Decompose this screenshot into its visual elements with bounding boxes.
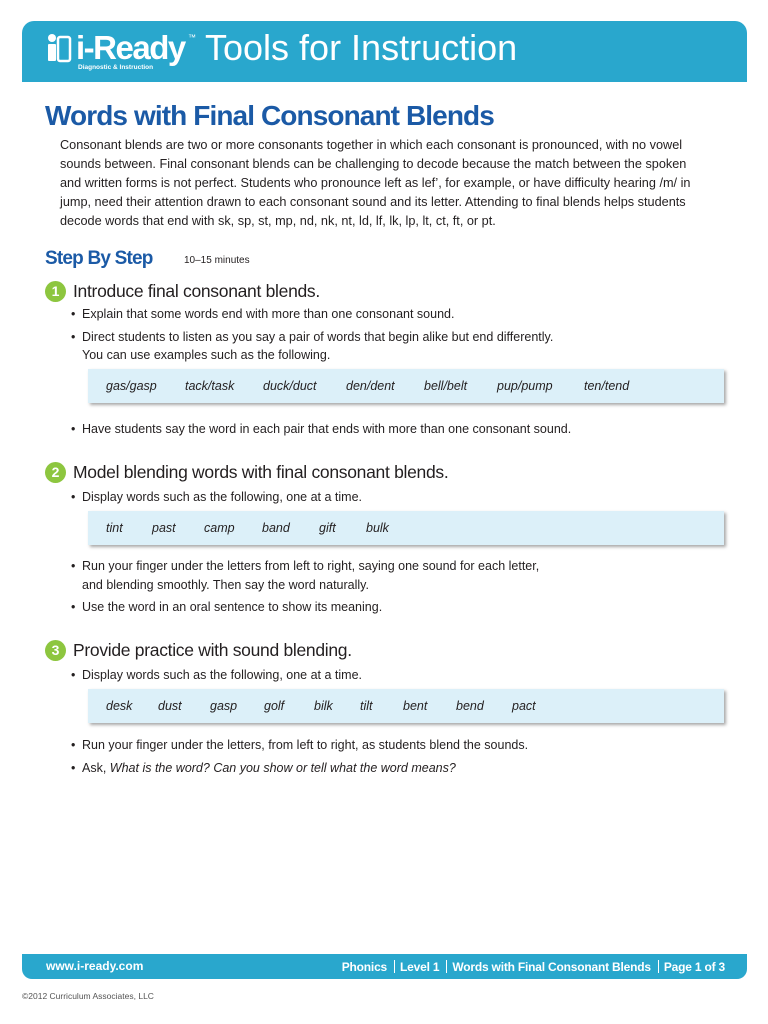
step-2-number: 2 <box>45 462 66 483</box>
bullet-item: • Direct students to listen as you say a pair of words that begin alike but end differently. You can use examples such as the following. <box>71 328 631 365</box>
header-title: Tools for Instruction <box>205 27 518 68</box>
example-word: bilk <box>314 699 333 713</box>
intro-line: sounds between. Final consonant blends can be challenging to decode because the match between the spoken <box>60 156 687 171</box>
step-3-bullets-after <box>71 736 631 781</box>
example-word: bell/belt <box>424 379 468 393</box>
example-word: desk <box>106 699 133 713</box>
footer-info <box>342 954 725 980</box>
step-1-bullets <box>71 305 631 369</box>
logo-text: i-Ready <box>76 29 185 66</box>
footer-url-link[interactable]: www.i-ready.com <box>46 959 144 973</box>
example-word: pup/pump <box>497 379 553 393</box>
step-by-step-time: 10–15 minutes <box>184 255 250 266</box>
step-3-title: Provide practice with sound blending. <box>73 640 352 660</box>
step-1-title: Introduce final consonant blends. <box>73 281 320 301</box>
intro-line: and written forms is not perfect. Students who pronounce left as lef’, for example, or have difficulty hearing /m/ in <box>60 175 691 190</box>
bullet-item: • Display words such as the following, one at a time. <box>71 488 631 507</box>
example-word: pact <box>512 699 536 713</box>
step-1-number: 1 <box>45 281 66 302</box>
example-word: tint <box>106 521 123 535</box>
example-word: ten/tend <box>584 379 630 393</box>
step-2-bullets-after <box>71 557 631 621</box>
bullet-item: • Display words such as the following, one at a time. <box>71 666 631 685</box>
bullet-item: • Use the word in an oral sentence to show its meaning. <box>71 598 631 617</box>
logo-trademark: ™ <box>188 33 196 42</box>
intro-line: decode words that end with sk, sp, st, mp, nd, nk, nt, ld, lf, lk, lp, lt, ct, ft, or pt. <box>60 213 496 228</box>
bullet-item: • Explain that some words end with more than one consonant sound. <box>71 305 631 324</box>
example-word: past <box>152 521 176 535</box>
bullet-item: • Run your finger under the letters, from left to right, as students blend the sounds. <box>71 736 631 755</box>
example-word: camp <box>204 521 235 535</box>
footer-topic: Words with Final Consonant Blends <box>452 960 651 974</box>
page-title: Words with Final Consonant Blends <box>45 100 494 131</box>
example-word: duck/duct <box>263 379 317 393</box>
example-word: band <box>262 521 290 535</box>
bullet-item: • Run your finger under the letters from left to right, saying one sound for each letter, and blending smoothly. Then say the word naturally. <box>71 557 631 594</box>
step-3-bullets <box>71 666 631 689</box>
footer-divider <box>658 960 659 973</box>
step-2-bullets <box>71 488 631 511</box>
example-word: gas/gasp <box>106 379 157 393</box>
step-3-number: 3 <box>45 640 66 661</box>
step-1-word-box <box>88 369 724 403</box>
intro-paragraph <box>60 136 720 231</box>
step-3-word-box <box>88 689 724 723</box>
footer-subject: Phonics <box>341 960 388 974</box>
example-word: dust <box>158 699 182 713</box>
footer-bar <box>22 954 747 979</box>
step-1-bullets-after <box>71 420 631 443</box>
bullet-item: • Have students say the word in each pair that ends with more than one consonant sound. <box>71 420 631 439</box>
footer-divider <box>394 960 395 973</box>
copyright: ©2012 Curriculum Associates, LLC <box>22 991 154 1001</box>
intro-line: jump, need their attention drawn to each consonant sound and its letter. Attending to final blends helps students <box>60 194 686 209</box>
step-2-word-box <box>88 511 724 545</box>
example-word: gift <box>319 521 336 535</box>
example-word: tack/task <box>185 379 235 393</box>
bullet-item: • Ask, What is the word? Can you show or tell what the word means? <box>71 759 631 778</box>
intro-line: Consonant blends are two or more consonants together in which each consonant is pronounced, with no vowel <box>60 138 683 152</box>
i-ready-logo-icon <box>46 33 72 63</box>
example-word: bend <box>456 699 484 713</box>
example-word: golf <box>264 699 285 713</box>
footer-level: Level 1 <box>400 960 440 974</box>
example-word: bent <box>403 699 428 713</box>
logo-subtitle: Diagnostic & Instruction <box>78 64 154 71</box>
example-word: tilt <box>360 699 373 713</box>
footer-divider <box>446 960 447 973</box>
example-word: bulk <box>366 521 389 535</box>
example-word: gasp <box>210 699 238 713</box>
footer-page: Page 1 of 3 <box>663 960 725 974</box>
step-2-title: Model blending words with final consonant blends. <box>73 462 449 482</box>
example-word: den/dent <box>346 379 395 393</box>
step-by-step-heading: Step By Step <box>45 248 153 269</box>
